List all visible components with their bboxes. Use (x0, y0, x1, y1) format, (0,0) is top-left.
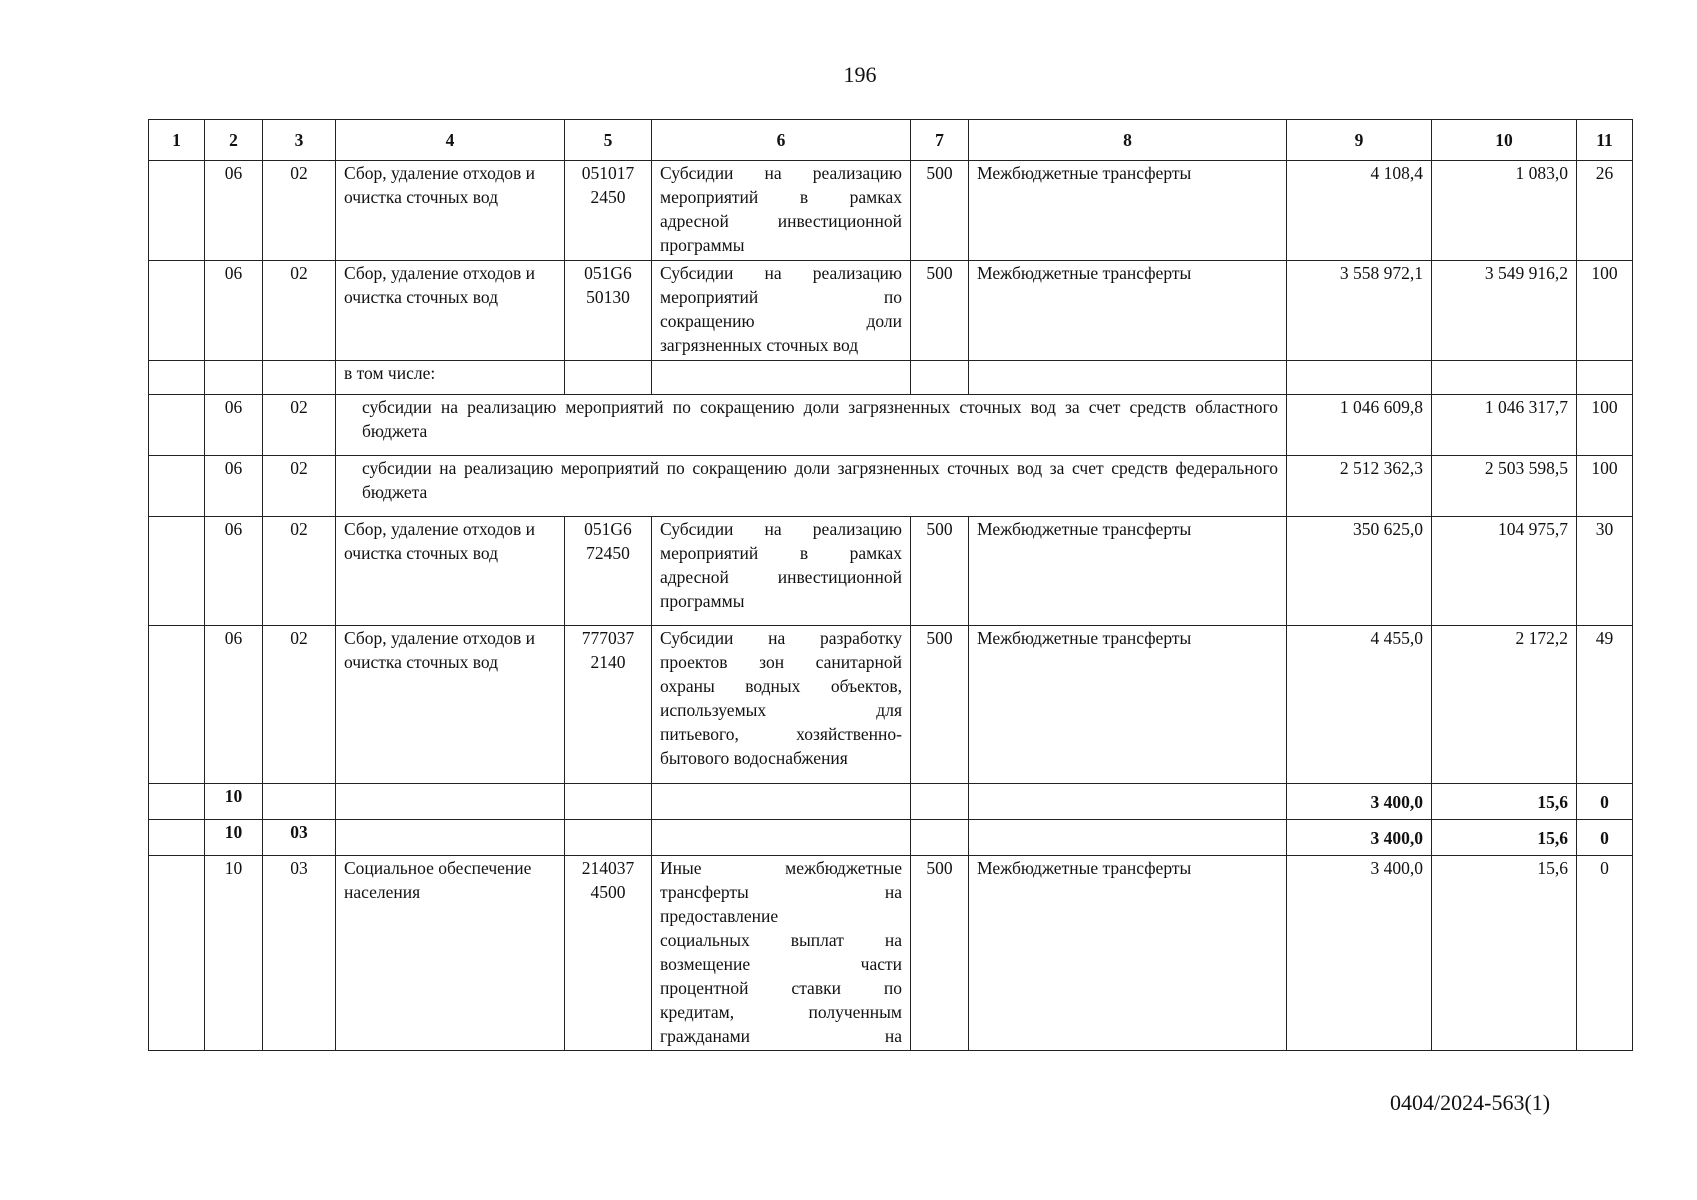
cell-section: 06 (205, 456, 263, 517)
cell-subsection: 02 (263, 626, 336, 784)
cell-purpose: Сбор, удаление отходов и очистка сточных вод (336, 161, 565, 261)
cell-plan: 3 400,0 (1287, 856, 1432, 1051)
cell-section: 06 (205, 261, 263, 361)
code-part-1: 777037 (581, 628, 635, 648)
cell-plan: 3 558 972,1 (1287, 261, 1432, 361)
cell-subsection: 03 (263, 856, 336, 1051)
desc-line: адресной инвестиционной (660, 211, 902, 231)
cell-section (205, 361, 263, 395)
cell-percent: 26 (1577, 161, 1633, 261)
cell-target-code (565, 361, 652, 395)
cell-expense-name: Межбюджетные трансферты (969, 856, 1287, 1051)
cell-percent: 49 (1577, 626, 1633, 784)
header-col-8: 8 (969, 120, 1287, 161)
span-text: субсидии на реализацию мероприятий по сокращению доли загрязненных сточных вод за счет средств областного бюджета (362, 397, 1278, 441)
cell-purpose: Сбор, удаление отходов и очистка сточных вод (336, 261, 565, 361)
cell-col-1 (149, 820, 205, 856)
cell-actual: 15,6 (1432, 856, 1577, 1051)
cell-description (652, 820, 911, 856)
desc-line: загрязненных сточных вод (660, 335, 859, 355)
cell-expense-name: Межбюджетные трансферты (969, 161, 1287, 261)
cell-percent: 100 (1577, 395, 1633, 456)
desc-line: кредитам, полученным (660, 1002, 902, 1022)
desc-line: мероприятий по (660, 287, 902, 307)
cell-subsection (263, 784, 336, 820)
cell-expense-name: Межбюджетные трансферты (969, 517, 1287, 626)
cell-col-1 (149, 784, 205, 820)
cell-subsection: 02 (263, 456, 336, 517)
code-part-2: 2140 (590, 652, 626, 672)
cell-actual: 3 549 916,2 (1432, 261, 1577, 361)
cell-description (652, 161, 911, 261)
code-part-1: 051017 (581, 163, 635, 183)
desc-line: Субсидии на реализацию (660, 519, 902, 539)
cell-plan: 4 108,4 (1287, 161, 1432, 261)
cell-percent: 100 (1577, 456, 1633, 517)
desc-line: используемых для (660, 700, 902, 720)
cell-col-1 (149, 161, 205, 261)
desc-line: Субсидии на реализацию (660, 163, 902, 183)
cell-percent: 100 (1577, 261, 1633, 361)
cell-actual: 1 083,0 (1432, 161, 1577, 261)
cell-actual (1432, 361, 1577, 395)
desc-line: социальных выплат на (660, 930, 902, 950)
cell-section: 06 (205, 626, 263, 784)
header-col-10: 10 (1432, 120, 1577, 161)
table-row (149, 820, 1633, 856)
cell-col-1 (149, 517, 205, 626)
header-row (149, 120, 1633, 161)
cell-expense-name (969, 784, 1287, 820)
code-part-1: 051G6 (584, 263, 632, 283)
cell-expense-type: 500 (911, 161, 969, 261)
cell-expense-type (911, 361, 969, 395)
cell-col-1 (149, 456, 205, 517)
span-text: субсидии на реализацию мероприятий по сокращению доли загрязненных сточных вод за счет средств федерального бюджета (362, 458, 1278, 502)
cell-col-1 (149, 856, 205, 1051)
cell-section: 10 (205, 856, 263, 1051)
cell-plan: 4 455,0 (1287, 626, 1432, 784)
cell-actual: 15,6 (1432, 820, 1577, 856)
cell-actual: 15,6 (1432, 784, 1577, 820)
cell-percent: 0 (1577, 784, 1633, 820)
header-col-9: 9 (1287, 120, 1432, 161)
cell-expense-type: 500 (911, 856, 969, 1051)
budget-table (148, 119, 1633, 1051)
code-part-1: 051G6 (584, 519, 632, 539)
cell-target-code (565, 261, 652, 361)
table-row (149, 161, 1633, 261)
cell-actual: 2 172,2 (1432, 626, 1577, 784)
cell-section: 10 (205, 820, 263, 856)
cell-plan: 350 625,0 (1287, 517, 1432, 626)
cell-col-1 (149, 626, 205, 784)
desc-line: проектов зон санитарной (660, 652, 902, 672)
cell-col-1 (149, 395, 205, 456)
header-col-5: 5 (565, 120, 652, 161)
desc-line: питьевого, хозяйственно- (660, 724, 902, 744)
cell-description (652, 261, 911, 361)
cell-subsection: 02 (263, 517, 336, 626)
cell-expense-type (911, 820, 969, 856)
cell-target-code (565, 626, 652, 784)
desc-line: возмещение части (660, 954, 902, 974)
cell-subsection: 02 (263, 261, 336, 361)
desc-line: программы (660, 591, 745, 611)
cell-expense-type: 500 (911, 517, 969, 626)
document-code: 0404/2024-563(1) (1390, 1090, 1551, 1115)
desc-line: бытового водоснабжения (660, 748, 848, 768)
cell-expense-type: 500 (911, 626, 969, 784)
cell-purpose (336, 820, 565, 856)
cell-subsection: 03 (263, 820, 336, 856)
cell-section: 10 (205, 784, 263, 820)
cell-expense-type (911, 784, 969, 820)
table-row (149, 261, 1633, 361)
cell-purpose: в том числе: (336, 361, 565, 395)
cell-expense-name (969, 820, 1287, 856)
cell-section: 06 (205, 161, 263, 261)
cell-plan: 1 046 609,8 (1287, 395, 1432, 456)
cell-col-1 (149, 261, 205, 361)
cell-description (652, 361, 911, 395)
cell-percent: 30 (1577, 517, 1633, 626)
cell-purpose (336, 784, 565, 820)
cell-purpose: Социальное обеспечение населения (336, 856, 565, 1051)
header-col-6: 6 (652, 120, 911, 161)
cell-subsection: 02 (263, 395, 336, 456)
desc-line: предоставление (660, 906, 779, 926)
desc-line: мероприятий в рамках (660, 543, 902, 563)
cell-description (652, 856, 911, 1051)
cell-spanning-description (336, 395, 1287, 456)
cell-section: 06 (205, 517, 263, 626)
header-col-3: 3 (263, 120, 336, 161)
cell-target-code (565, 161, 652, 261)
cell-percent: 0 (1577, 856, 1633, 1051)
table-row (149, 517, 1633, 626)
cell-percent: 0 (1577, 820, 1633, 856)
cell-expense-type: 500 (911, 261, 969, 361)
cell-plan: 3 400,0 (1287, 820, 1432, 856)
header-col-7: 7 (911, 120, 969, 161)
desc-line: мероприятий в рамках (660, 187, 902, 207)
cell-percent (1577, 361, 1633, 395)
cell-description (652, 626, 911, 784)
desc-line: гражданами на (660, 1026, 902, 1046)
desc-line: адресной инвестиционной (660, 567, 902, 587)
cell-plan (1287, 361, 1432, 395)
cell-plan: 3 400,0 (1287, 784, 1432, 820)
table-row (149, 361, 1633, 395)
desc-line: сокращению доли (660, 311, 902, 331)
cell-description (652, 517, 911, 626)
cell-actual: 2 503 598,5 (1432, 456, 1577, 517)
cell-expense-name (969, 361, 1287, 395)
header-col-4: 4 (336, 120, 565, 161)
desc-line: процентной ставки по (660, 978, 902, 998)
code-part-2: 72450 (586, 543, 630, 563)
header-col-11: 11 (1577, 120, 1633, 161)
cell-description (652, 784, 911, 820)
cell-subsection: 02 (263, 161, 336, 261)
table-row (149, 784, 1633, 820)
cell-col-1 (149, 361, 205, 395)
code-part-1: 214037 (581, 858, 635, 878)
cell-section: 06 (205, 395, 263, 456)
desc-line: охраны водных объектов, (660, 676, 902, 696)
cell-purpose: Сбор, удаление отходов и очистка сточных вод (336, 626, 565, 784)
cell-purpose: Сбор, удаление отходов и очистка сточных вод (336, 517, 565, 626)
desc-line: Иные межбюджетные (660, 858, 902, 878)
code-part-2: 4500 (590, 882, 626, 902)
table-row (149, 395, 1633, 456)
desc-line: программы (660, 235, 745, 255)
cell-expense-name: Межбюджетные трансферты (969, 626, 1287, 784)
cell-plan: 2 512 362,3 (1287, 456, 1432, 517)
table-row (149, 856, 1633, 1051)
desc-line: трансферты на (660, 882, 902, 902)
cell-target-code (565, 820, 652, 856)
code-part-2: 50130 (586, 287, 630, 307)
cell-actual: 1 046 317,7 (1432, 395, 1577, 456)
cell-target-code (565, 784, 652, 820)
desc-line: Субсидии на реализацию (660, 263, 902, 283)
code-part-2: 2450 (590, 187, 626, 207)
cell-actual: 104 975,7 (1432, 517, 1577, 626)
table-row (149, 456, 1633, 517)
cell-expense-name: Межбюджетные трансферты (969, 261, 1287, 361)
page-number: 196 (843, 62, 877, 87)
cell-subsection (263, 361, 336, 395)
header-col-2: 2 (205, 120, 263, 161)
desc-line: Субсидии на разработку (660, 628, 902, 648)
cell-target-code (565, 856, 652, 1051)
cell-target-code (565, 517, 652, 626)
table-row (149, 626, 1633, 784)
header-col-1: 1 (149, 120, 205, 161)
cell-spanning-description (336, 456, 1287, 517)
